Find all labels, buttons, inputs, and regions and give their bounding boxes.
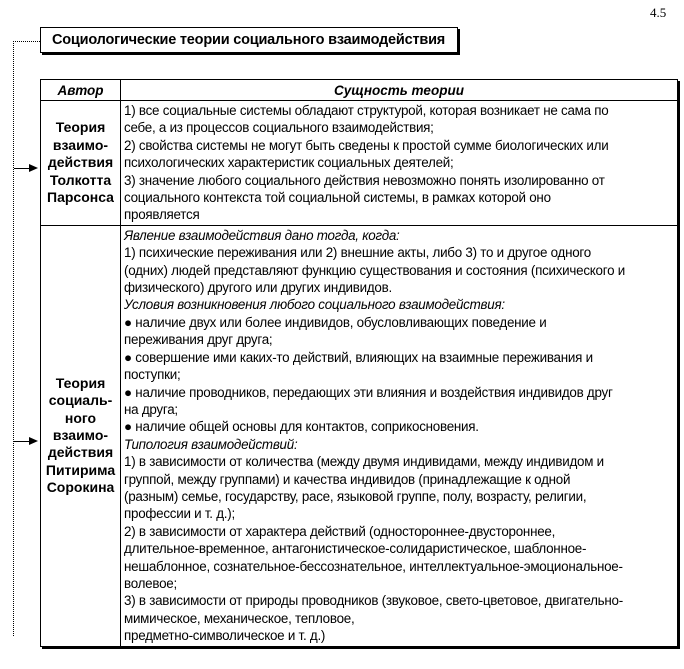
essence-line: себе, а из процессов социального взаимодействия; <box>124 120 434 136</box>
author-line: Сорокина <box>46 479 115 496</box>
header-author: Автор <box>41 80 121 101</box>
essence-line: 1) все социальные системы обладают структурой, которая возникает не сама по <box>124 103 609 118</box>
essence-line: 3) значение любого социального действия невозможно понять изолированно от <box>124 172 605 188</box>
essence-line: 1) психические переживания или 2) внешние акты, либо 3) то и другое одного <box>124 245 591 261</box>
author-line: Теория <box>55 119 106 136</box>
connector-bracket <box>13 41 40 636</box>
theories-table <box>40 79 678 647</box>
essence-cell <box>121 225 678 646</box>
author-line: взаимо- <box>52 136 109 153</box>
essence-line: предметно-символическое и т. д.) <box>124 628 326 644</box>
essence-line: 3) в зависимости от природы проводников (звуковое, свето-цветовое, двигательно- <box>124 593 623 609</box>
author-cell <box>41 225 121 646</box>
essence-line: проявляется <box>124 207 200 223</box>
essence-line: поступки; <box>124 367 181 383</box>
essence-line: ● наличие общей основы для контактов, соприкосновения. <box>124 419 479 435</box>
author-line: взаимо- <box>52 427 109 444</box>
table-row <box>41 225 678 646</box>
essence-line: мимическое, механическое, тепловое, <box>124 610 355 626</box>
essence-line: 1) в зависимости от количества (между двумя индивидами, между индивидом и <box>124 454 604 470</box>
essence-line: ● наличие проводников, передающих эти влияния и воздействия индивидов друг <box>124 384 613 400</box>
essence-line: физического) другого или других индивидов. <box>124 280 392 296</box>
page-number: 4.5 <box>650 5 667 20</box>
author-line: Толкотта <box>49 171 112 188</box>
author-line: действия <box>47 444 114 461</box>
author-line: Парсонса <box>47 189 114 206</box>
essence-line: группой, между группами) и качества индивидов (принадлежащие к одной <box>124 471 571 487</box>
essence-line: на друга; <box>124 401 178 417</box>
title-text: Социологические теории социального взаимодействия <box>52 32 446 48</box>
author-line: социаль- <box>48 392 113 409</box>
arrow-right-icon <box>14 164 38 173</box>
essence-line: 2) свойства системы не могут быть сведены к простой сумме биологических или <box>124 137 609 153</box>
essence-line: (разным) семье, государству, расе, языковой группе, полу, возрасту, религии, <box>124 488 587 504</box>
author-line: Теория <box>55 374 106 391</box>
author-line: действия <box>47 154 114 171</box>
author-line: ного <box>64 409 97 426</box>
essence-line: психологических характеристик социальных деятелей; <box>124 155 454 171</box>
essence-line: (одних) людей представляют функцию существования и состояния (психического и <box>124 262 625 278</box>
author-cell <box>41 101 121 226</box>
author-line: Питирима <box>45 461 116 478</box>
essence-line: 2) в зависимости от характера действий (одностороннее-двустороннее, <box>124 523 556 539</box>
essence-line: переживания друг друга; <box>124 332 273 348</box>
table-row <box>41 101 678 226</box>
header-essence: Сущность теории <box>121 80 678 101</box>
essence-line: Типология взаимодействий: <box>124 436 298 452</box>
table-header-row <box>41 80 678 101</box>
essence-line: Условия возникновения любого социального взаимодействия: <box>124 297 505 313</box>
essence-line: социального контекста той социальной системы, в рамках которой оно <box>124 190 551 206</box>
essence-line: длительное-временное, антагонистическое-солидаристическое, шаблонное- <box>124 541 587 557</box>
essence-line: Явление взаимодействия дано тогда, когда: <box>124 227 400 243</box>
essence-line: волевое; <box>124 575 177 591</box>
essence-cell <box>121 101 678 226</box>
arrow-right-icon <box>14 437 38 446</box>
essence-line: ● наличие двух или более индивидов, обусловливающих поведение и <box>124 314 547 330</box>
essence-line: ● совершение ими каких-то действий, влияющих на взаимные переживания и <box>124 349 593 365</box>
diagram-title <box>40 27 458 53</box>
essence-line: нешаблонное, сознательное-бессознательное, интеллектуальное-эмоциональное- <box>124 558 623 574</box>
essence-line: профессии и т. д.); <box>124 506 235 522</box>
